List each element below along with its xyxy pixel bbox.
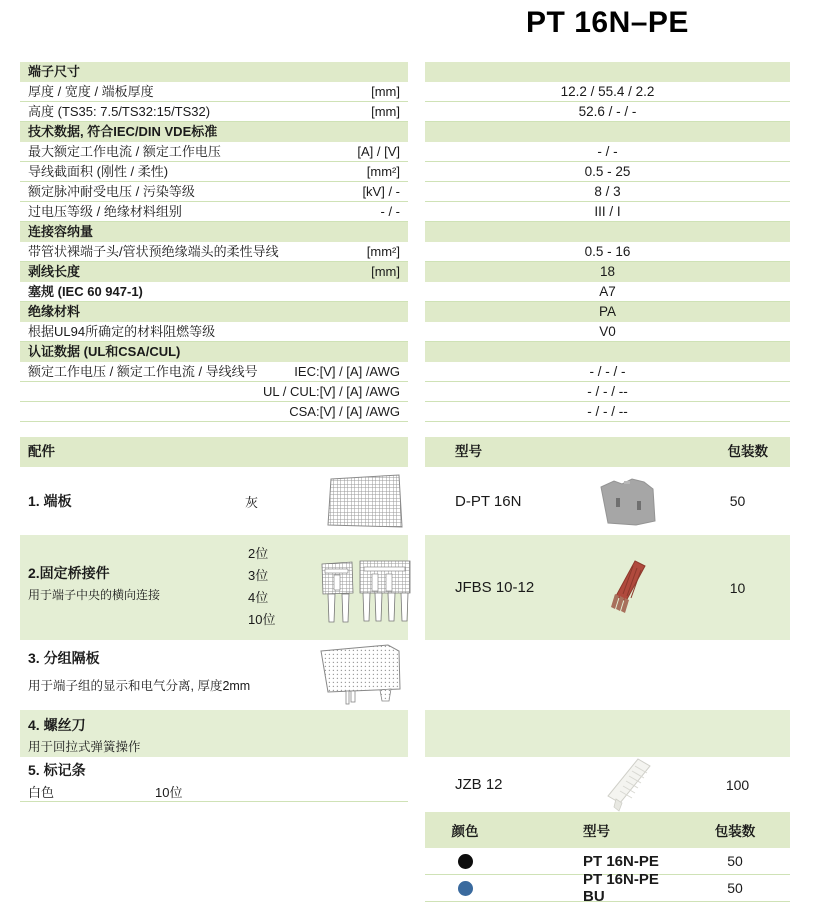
spec-value: III / I — [425, 202, 790, 222]
marker-strip-photo-icon — [592, 755, 664, 815]
bridge-option: 10位 — [248, 612, 276, 627]
spec-section-header — [20, 122, 790, 142]
accessory-qty: 100 — [725, 776, 750, 793]
spec-row — [20, 162, 790, 182]
spec-unit: [kV] / - — [362, 184, 400, 199]
accessories-section — [20, 437, 790, 812]
spec-label: 高度 (TS35: 7.5/TS32:15/TS32) — [28, 104, 211, 119]
accessory-row-marker — [20, 757, 790, 812]
order-model: PT 16N-PE BU — [583, 871, 659, 905]
accessory-color: 白色 — [28, 785, 55, 800]
end-plate-line-art-icon — [325, 472, 405, 530]
accessory-title: 1. 端板 — [28, 493, 72, 509]
spec-row — [20, 202, 790, 222]
order-qty: 50 — [727, 853, 743, 869]
spec-row — [20, 282, 790, 302]
spec-value: PA — [425, 302, 790, 322]
spec-value: - / - — [425, 142, 790, 162]
accessory-qty: 10 — [729, 579, 746, 596]
spec-row — [20, 322, 790, 342]
spec-row — [20, 242, 790, 262]
section-label: 端子尺寸 — [28, 64, 81, 79]
spec-value: 0.5 - 16 — [425, 242, 790, 262]
spec-value: 52.6 / - / - — [425, 102, 790, 122]
spec-row — [20, 362, 790, 382]
accessory-row-screwdriver — [20, 710, 790, 757]
model-column-header: 型号 — [455, 444, 482, 459]
ordering-table — [425, 812, 790, 905]
spec-unit: [mm] — [371, 104, 400, 119]
accessory-model: JFBS 10-12 — [455, 579, 535, 596]
section-label: 技术数据, 符合IEC/DIN VDE标准 — [28, 124, 218, 139]
spec-unit: [mm] — [371, 84, 400, 99]
spec-label: 绝缘材料 — [28, 304, 81, 319]
divider — [20, 801, 408, 802]
accessory-row-end-plate — [20, 467, 790, 535]
spec-value: 12.2 / 55.4 / 2.2 — [425, 82, 790, 102]
order-row — [425, 871, 790, 905]
spec-unit: [mm²] — [366, 244, 400, 259]
spec-value: V0 — [425, 322, 790, 342]
spec-table — [20, 62, 790, 422]
model-column-header: 型号 — [583, 824, 610, 839]
spec-unit: - / - — [380, 204, 400, 219]
blue-dot-icon — [458, 881, 473, 896]
accessory-model: JZB 12 — [455, 776, 503, 793]
spec-label: 过电压等级 / 绝缘材料组别 — [28, 204, 182, 219]
color-column-header: 颜色 — [451, 824, 479, 839]
order-qty: 50 — [727, 880, 743, 896]
spec-unit: UL / CUL:[V] / [A] /AWG — [262, 384, 400, 399]
order-model: PT 16N-PE — [583, 852, 659, 870]
spec-label: 剥线长度 — [28, 264, 81, 279]
spec-label: 塞规 (IEC 60 947-1) — [28, 284, 143, 299]
section-label: 认证数据 (UL和CSA/CUL) — [28, 344, 181, 359]
spec-label: 厚度 / 宽度 / 端板厚度 — [28, 84, 154, 99]
spec-label: 带管状裸端子头/管状预绝缘端头的柔性导线 — [28, 244, 279, 259]
spec-label: 额定工作电压 / 额定工作电流 / 导线线号 — [28, 364, 258, 379]
spec-value: 8 / 3 — [425, 182, 790, 202]
spec-row — [20, 182, 790, 202]
partition-line-art-icon — [316, 641, 404, 707]
spec-value: - / - / -- — [425, 382, 790, 402]
spec-row — [20, 82, 790, 102]
spec-row — [20, 402, 790, 422]
accessory-title: 4. 螺丝刀 — [28, 717, 86, 733]
accessory-row-partition — [20, 640, 790, 708]
spec-section-header — [20, 342, 790, 362]
accessory-positions: 10位 — [155, 785, 183, 800]
accessory-color: 灰 — [245, 495, 259, 510]
spec-section-header — [20, 62, 790, 82]
qty-column-header: 包装数 — [727, 444, 768, 459]
accessory-title: 5. 标记条 — [28, 762, 86, 778]
spec-unit: [mm] — [371, 264, 400, 279]
spec-row — [20, 382, 790, 402]
spec-row — [20, 102, 790, 122]
spec-value: A7 — [425, 282, 790, 302]
end-plate-photo-icon — [594, 472, 662, 530]
spec-section-header — [20, 222, 790, 242]
bridge-option: 2位 — [248, 546, 269, 561]
spec-label: 导线截面积 (刚性 / 柔性) — [28, 164, 169, 179]
accessories-header — [20, 437, 790, 467]
spec-row — [20, 142, 790, 162]
spec-value: - / - / -- — [425, 402, 790, 422]
spec-row — [20, 302, 790, 322]
spec-row — [20, 262, 790, 282]
qty-column-header: 包装数 — [714, 824, 756, 839]
accessory-desc: 用于端子中央的横向连接 — [28, 588, 161, 602]
accessory-title: 2.固定桥接件 — [28, 565, 110, 581]
spec-label: 根据UL94所确定的材料阻燃等级 — [28, 324, 216, 339]
bridge-option: 4位 — [248, 590, 269, 605]
spec-value: 18 — [425, 262, 790, 282]
accessory-desc: 用于端子组的显示和电气分离, 厚度2mm — [28, 679, 251, 693]
section-label: 连接容纳量 — [28, 224, 94, 239]
black-dot-icon — [458, 854, 473, 869]
spec-value: 0.5 - 25 — [425, 162, 790, 182]
accessory-model: D-PT 16N — [455, 492, 522, 510]
spec-unit: [A] / [V] — [357, 144, 400, 159]
spec-value: - / - / - — [425, 362, 790, 382]
spec-label: 最大额定工作电流 / 额定工作电压 — [28, 144, 221, 159]
page-title: PT 16N–PE — [526, 6, 689, 39]
spec-unit: [mm²] — [366, 164, 400, 179]
accessory-row-bridge — [20, 535, 790, 640]
accessories-title: 配件 — [20, 437, 408, 467]
ordering-header — [425, 812, 790, 848]
bridge-photo-icon — [602, 557, 654, 619]
spec-unit: IEC:[V] / [A] /AWG — [294, 364, 400, 379]
spec-unit: CSA:[V] / [A] /AWG — [289, 404, 400, 419]
accessory-desc: 用于回拉式弹簧操作 — [28, 740, 141, 754]
accessory-title: 3. 分组隔板 — [28, 650, 100, 666]
accessory-qty: 50 — [729, 493, 746, 509]
bridge-option: 3位 — [248, 568, 269, 583]
spec-label: 额定脉冲耐受电压 / 污染等级 — [28, 184, 195, 199]
bridge-line-art-icon — [320, 548, 412, 628]
